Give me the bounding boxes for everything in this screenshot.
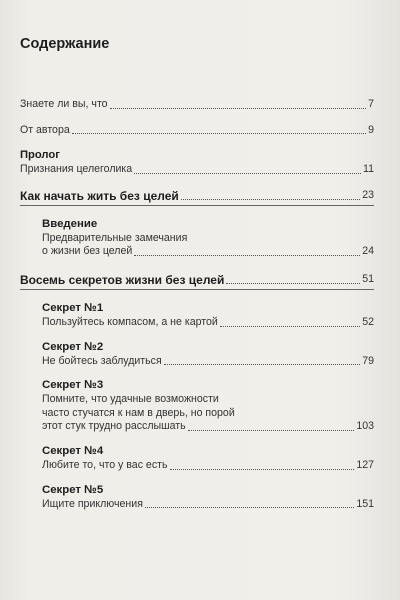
dot-leader xyxy=(188,429,355,431)
entry-last-line xyxy=(42,245,374,259)
toc-chapter-1 xyxy=(20,189,374,203)
entry-last-line xyxy=(42,355,374,369)
entry-page: 24 xyxy=(362,245,374,258)
toc-introduction xyxy=(20,218,374,259)
toc-entry-prologue xyxy=(20,163,374,177)
chapter-rule xyxy=(20,289,374,290)
secret-label: Секрет №1 xyxy=(42,301,104,314)
entry-page: 79 xyxy=(362,354,374,367)
secret-label: Секрет №3 xyxy=(42,379,104,392)
toc-chapter-2 xyxy=(20,273,374,287)
chapter-rule xyxy=(20,205,374,206)
dot-leader xyxy=(110,107,367,109)
secret-label: Секрет №5 xyxy=(42,483,104,496)
entry-last-line xyxy=(42,420,374,434)
entry-text: Признания целеголика xyxy=(20,163,133,176)
entry-last-line xyxy=(42,459,374,473)
dot-leader xyxy=(72,132,366,134)
toc-entry-author xyxy=(20,124,374,138)
dot-leader xyxy=(134,172,361,174)
entry-last-line xyxy=(42,498,374,512)
entry-page: 7 xyxy=(368,98,374,110)
table-of-contents xyxy=(20,36,374,511)
entry-text: Любите то, что у вас есть xyxy=(42,458,168,471)
dot-leader xyxy=(226,282,360,284)
entry-page: 127 xyxy=(356,458,374,471)
chapter-title: Как начать жить без целей xyxy=(20,188,179,203)
prologue-heading: Пролог xyxy=(20,149,60,162)
dot-leader xyxy=(181,198,360,200)
entry-text-line: Предварительные замечания xyxy=(42,231,188,244)
toc-secret-4 xyxy=(42,445,374,473)
entry-page: 52 xyxy=(362,315,374,328)
toc-title: Содержание xyxy=(20,36,110,52)
entry-text-line: Помните, что удачные возможности xyxy=(42,393,219,406)
entry-last-line xyxy=(42,316,374,330)
chapter-page: 51 xyxy=(362,273,374,286)
entry-text: Ищите приключения xyxy=(42,497,143,510)
entry-text-line: часто стучатся к нам в дверь, но порой xyxy=(42,406,235,419)
toc-secret-5 xyxy=(42,484,374,512)
toc-secret-3 xyxy=(42,379,374,434)
entry-text: Не бойтесь заблудиться xyxy=(42,354,162,367)
entry-page: 151 xyxy=(356,497,374,510)
entry-page: 11 xyxy=(363,163,374,176)
dot-leader xyxy=(164,363,360,365)
toc-secret-1 xyxy=(42,302,374,330)
chapter-title: Восемь секретов жизни без целей xyxy=(20,272,225,287)
introduction-heading: Введение xyxy=(42,217,98,230)
entry-text: От автора xyxy=(20,123,70,136)
dot-leader xyxy=(134,254,360,256)
secret-label: Секрет №4 xyxy=(42,444,104,457)
entry-page: 103 xyxy=(356,420,374,433)
entry-page: 9 xyxy=(368,123,374,136)
dot-leader xyxy=(220,325,360,327)
dot-leader xyxy=(145,506,354,508)
entry-text: Знаете ли вы, что xyxy=(20,98,108,110)
toc-secret-2 xyxy=(42,341,374,369)
toc-entry-facts xyxy=(20,98,374,112)
secret-label: Секрет №2 xyxy=(42,340,104,353)
entry-text: этот стук трудно расслышать xyxy=(42,420,186,433)
secrets-list xyxy=(20,302,374,511)
chapter-page: 23 xyxy=(362,189,374,202)
dot-leader xyxy=(170,468,355,470)
entry-text: Пользуйтесь компасом, а не картой xyxy=(42,315,218,328)
entry-text: о жизни без целей xyxy=(42,245,133,258)
